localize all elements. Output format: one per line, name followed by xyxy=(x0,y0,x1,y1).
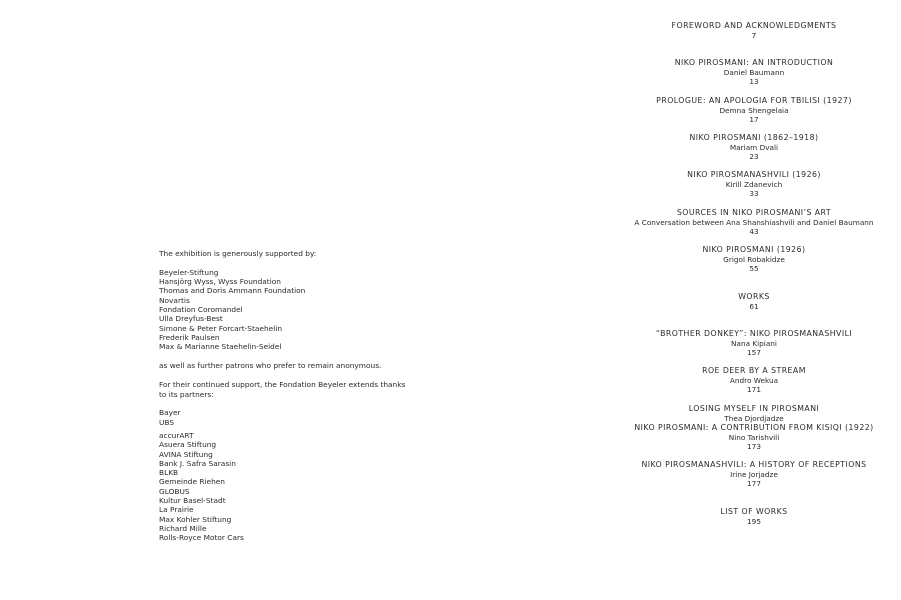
toc-entry-author: Daniel Baumann xyxy=(723,68,785,77)
toc-entry-title: NIKO PIROSMANI: AN INTRODUCTION xyxy=(674,58,834,67)
partners-list xyxy=(159,431,449,543)
supporter-item: Ulla Dreyfus-Best xyxy=(159,314,223,324)
toc-entry xyxy=(609,170,899,198)
toc-entry-title: “BROTHER DONKEY”: NIKO PIROSMANASHVILI xyxy=(655,329,853,338)
toc-entry-title: NIKO PIROSMANI (1862–1918) xyxy=(689,133,819,142)
toc-entry xyxy=(609,507,899,526)
toc-entry-author: Mariam Dvali xyxy=(729,143,779,152)
toc-entry-author: Grigol Robakidze xyxy=(723,255,785,264)
toc-entry-author: Irine Jorjadze xyxy=(730,470,778,479)
partner-item: Richard Mille xyxy=(159,523,207,533)
supporter-item: Simone & Peter Forcart-Staehelin xyxy=(159,323,282,333)
toc-entry xyxy=(609,292,899,311)
partner-item: BLKB xyxy=(159,468,179,478)
toc-entry-author: Nino Tarishvili xyxy=(728,433,780,443)
toc-entry-page: 177 xyxy=(747,479,761,489)
toc-entry-author: Kirill Zdanevich xyxy=(725,180,783,189)
toc-entry-page: 173 xyxy=(747,442,761,452)
toc-entry-title: WORKS xyxy=(738,292,770,301)
toc-entry-title: NIKO PIROSMANI: A CONTRIBUTION FROM KISIQI (1922) xyxy=(634,423,874,433)
toc-entry-page: 157 xyxy=(747,348,761,358)
toc-entry-title: NIKO PIROSMANI (1926) xyxy=(702,245,806,254)
toc-entry-page: 61 xyxy=(749,302,759,311)
toc-entry-title: SOURCES IN NIKO PIROSMANI’S ART xyxy=(676,208,832,217)
anonymous-patrons-note: as well as further patrons who prefer to remain anonymous. xyxy=(159,360,382,370)
toc-entry xyxy=(609,245,899,273)
supporters-list xyxy=(159,268,449,352)
toc-entry-author: Demna Shengelaia xyxy=(719,106,789,115)
toc-entry xyxy=(609,404,899,452)
supporter-item: Frederik Paulsen xyxy=(159,332,220,342)
toc-entry-page: 7 xyxy=(751,31,757,40)
toc-entry-author: Nana Kipiani xyxy=(731,339,777,348)
partner-item: Max Kohler Stiftung xyxy=(159,514,232,524)
toc-entry-page: 55 xyxy=(749,264,759,274)
toc-entry-title: PROLOGUE: AN APOLOGIA FOR TBILISI (1927) xyxy=(656,96,852,105)
toc-entry-page: 23 xyxy=(749,152,759,162)
supporters-intro: The exhibition is generously supported by: xyxy=(159,249,317,258)
supporter-item: Thomas and Doris Ammann Foundation xyxy=(159,286,306,296)
toc-entry-title: NIKO PIROSMANASHVILI: A HISTORY OF RECEPTIONS xyxy=(641,460,867,469)
supporter-item: Beyeler-Stiftung xyxy=(159,267,219,277)
partner-item: Kultur Basel-Stadt xyxy=(159,496,226,506)
partner-item: GLOBUS xyxy=(159,486,190,496)
partner-item: AVINA Stiftung xyxy=(159,449,213,459)
supporter-item: Novartis xyxy=(159,295,190,305)
toc-entry-page: 43 xyxy=(749,227,759,237)
supporters-section xyxy=(159,249,449,543)
main-partners-list xyxy=(159,408,449,427)
toc-entry-author: Thea Djordjadze xyxy=(724,414,784,423)
toc-entry xyxy=(609,329,899,357)
partner-item: Rolls-Royce Motor Cars xyxy=(159,533,244,543)
main-partner-item: UBS xyxy=(159,417,175,427)
partner-item: Bank J. Safra Sarasin xyxy=(159,458,236,468)
partner-item: La Prairie xyxy=(159,505,194,515)
toc-entry-title: ROE DEER BY A STREAM xyxy=(702,366,806,375)
supporter-item: Fondation Coromandel xyxy=(159,304,243,314)
toc-entry-title: LOSING MYSELF IN PIROSMANI xyxy=(688,404,820,413)
toc-entry xyxy=(609,366,899,394)
supporter-item: Hansjörg Wyss, Wyss Foundation xyxy=(159,277,281,287)
partners-thanks-line: to its partners: xyxy=(159,389,214,399)
toc-entry-page: 17 xyxy=(749,115,759,125)
toc-entry xyxy=(609,96,899,124)
partners-thanks-line: For their continued support, the Fondation Beyeler extends thanks xyxy=(159,380,406,390)
supporter-item: Max & Marianne Staehelin-Seidel xyxy=(159,342,282,352)
main-partner-item: Bayer xyxy=(159,408,181,418)
toc-entry xyxy=(609,21,899,40)
partner-item: Gemeinde Riehen xyxy=(159,477,225,487)
toc-entry-author: Andro Wekua xyxy=(729,376,779,385)
toc-entry xyxy=(609,208,899,236)
toc-entry xyxy=(609,133,899,161)
toc-entry xyxy=(609,460,899,488)
toc-entry-page: 171 xyxy=(747,385,761,395)
toc-entry-author: A Conversation between Ana Shanshiashvili and Daniel Baumann xyxy=(634,218,874,227)
toc-entry-title: FOREWORD AND ACKNOWLEDGMENTS xyxy=(671,21,837,30)
partner-item: accurART xyxy=(159,430,194,440)
toc-entry-title: LIST OF WORKS xyxy=(720,507,788,516)
toc-entry-page: 195 xyxy=(747,517,761,526)
partner-item: Asuera Stiftung xyxy=(159,440,217,450)
toc-entry-page: 33 xyxy=(749,189,759,199)
toc-entry xyxy=(609,58,899,86)
toc-entry-page: 13 xyxy=(749,77,759,87)
toc-entry-title: NIKO PIROSMANASHVILI (1926) xyxy=(687,170,821,179)
